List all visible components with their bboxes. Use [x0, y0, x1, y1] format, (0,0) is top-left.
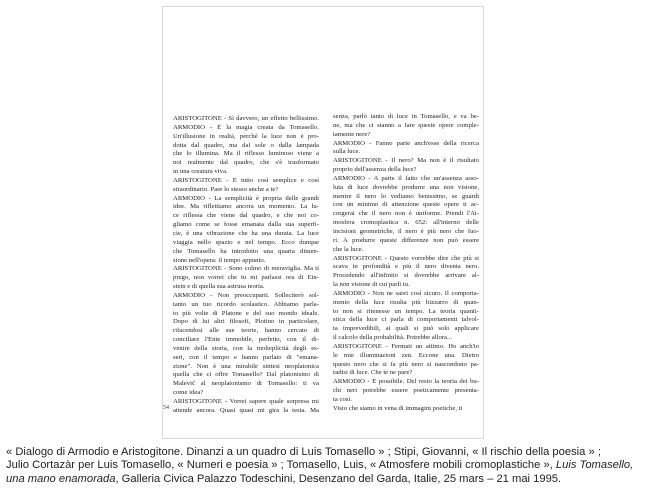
text-line: corgerai che il nero non è uniforme. Prendi l'At- [333, 210, 479, 218]
text-line: straordinario. Pare lo stesso anche a te? [173, 185, 279, 193]
text-line: tamente nere? [333, 130, 371, 138]
text-line: venire della storia, con la molteplicità degli es- [173, 344, 319, 352]
text-line: radisi di luce. Che te ne pare? [333, 369, 413, 377]
text-line: ta imprevedibili, ai quali si può solo applicare [333, 325, 479, 333]
text-line: ARISTOGITONE - Questo vorrebbe dire che più si [333, 254, 479, 262]
text-line: proprio dell'assenza della luce? [333, 166, 417, 174]
text-line: in una creatura viva. [173, 168, 228, 176]
text-line: ARMODIO - Non preoccuparti. Solleciterò sol- [173, 291, 319, 299]
text-line: ARMODIO - La semplicità è propria delle grandi [173, 194, 319, 202]
caption-line-3 [6, 473, 646, 486]
text-line: la non visione di cui parli tu. [333, 281, 410, 289]
text-line: idee. Ma riflettiamo ancora un momento. La lu- [173, 203, 319, 211]
text-line: Visto che siamo in vena di immagini poetiche, ti [333, 404, 463, 412]
left-text-column [173, 115, 319, 416]
caption-line-1: « Dialogo di Armodio e Aristogitone. Dinanzi a un quadro di Luis Tomasello » ; Stipi, Giovanni, « Il rischio della poesia » ; [6, 446, 601, 458]
text-line: le mie illuminazioni zen. Eccone una. Dietro [333, 351, 479, 359]
image-caption [6, 446, 646, 486]
text-line: che la luce. [333, 245, 364, 253]
text-line: viaggia nello spazio e nel tempo. Ecco dunque [173, 238, 319, 246]
text-line: mosfera cromoplastica n. 652: all'interno delle [333, 219, 479, 227]
text-line: come idea? [173, 389, 204, 397]
text-line: ARMODIO - Fanno parte anch'esse della ricerca [333, 139, 479, 147]
text-line: ARMODIO - A parte il fatto che un'assenza asso- [333, 174, 479, 182]
text-line: ce riflessa che viene dal quadro, e che noi co- [173, 212, 319, 220]
text-line: senza, parlò tanto di luce in Tomasello, e va be- [333, 113, 479, 120]
text-line: prego, non vorrei che tu mi parlassi ora di Ein- [173, 274, 319, 282]
text-line: stein e di quella sua astrusa teoria. [173, 283, 265, 291]
text-line: il calcolo della probabilità. Potrebbe allora... [333, 334, 453, 342]
caption-line-2-text: Julio Cortazàr per Luis Tomasello, « Numeri e poesia » ; Tomasello, Luis, « Atmosfere mobili cromoplastiche », [6, 459, 556, 472]
text-line: noi realmente dal quadro, che s'è trasformato [173, 159, 319, 167]
text-line: ARISTOGITONE - È tutto così semplice e così [173, 176, 319, 184]
text-line: Malevič al neoplatonismo di Tomasello: ti va [173, 380, 319, 388]
caption-line-3-text: , Galleria Civica Palazzo Todeschini, Desenzano del Garda, Italie, 25 mars – 21 mai 1995. [115, 472, 562, 485]
text-line: gliamo come se fosse emanata dalla sua superfi- [173, 221, 319, 229]
text-line: attende ancora. Quasi quasi mi gira la testa. Ma [173, 406, 319, 414]
text-line: rifacendosi alle sue teorie, hanno cercato di [173, 327, 319, 335]
text-line: ARISTOGITONE - Sono colmo di meraviglia. Ma ti [173, 265, 319, 273]
text-line: mento della luce risulta più bizzarro di quan- [333, 298, 479, 306]
text-line: ARISTOGITONE - Vorrei sapere quale sorpresa mi [173, 398, 319, 405]
text-line: cie, è una vibrazione che ha una durata. La luce [173, 229, 319, 237]
text-line: Procedendo all'infinito si dovrebbe arrivare al- [333, 272, 479, 280]
text-line: to non si ritenesse un tempo. La teoria quanti- [333, 307, 479, 315]
text-line: che lo illumina. Ma il riflesso luminoso viene a [173, 150, 319, 158]
text-line: sione nell'opera: il tempo appunto. [173, 256, 266, 264]
right-text-column [333, 113, 479, 414]
text-line: ARMODIO - È la magia creata da Tomasello. [173, 123, 319, 131]
caption-line-3-italic: una mano enamorada [6, 472, 116, 485]
text-line: questo nero che si fa più nero si nascondono pa- [333, 360, 479, 368]
text-line: scava in profondità e più il nero diventa nero. [333, 263, 479, 271]
text-line: ri. A produrre queste differenze non può essere [333, 236, 479, 244]
page-number: 54 [163, 405, 169, 411]
text-line: seri, con il tempo e hanno parlato di "emana- [173, 353, 319, 361]
text-line: stica della luce ci parla di comportamenti talvol- [333, 316, 479, 324]
caption-line-2-italic: Luis Tomasello, [555, 459, 634, 472]
text-line: zione". Non è una mirabile sintesi neoplatonica [173, 362, 319, 370]
text-line: chi neri potrebbe essere poeticamente presenta- [333, 387, 479, 395]
text-line: ARISTOGITONE - Fermati un attimo. Ho anch'io [333, 342, 479, 350]
text-line: Un'illusione in realtà, perché la luce non è pro- [173, 132, 319, 140]
text-line: sulla luce. [333, 148, 361, 156]
text-line: con un minimo di attenzione queste opere ti ac- [333, 201, 479, 209]
text-line: to più volte di Platone e del suo mondo ideale. [173, 309, 319, 317]
book-page [162, 6, 484, 439]
text-line: dotta dal quadro, ma dal sole o dalla lampada [173, 141, 319, 149]
text-line: ARISTOGITONE - Il nero? Ma non è il risultato [333, 157, 479, 165]
text-line: incisioni geometriche, il nero è più nero che fuo- [333, 227, 479, 235]
text-line: ne, ma che ci stanno a fare queste opere comple- [333, 121, 479, 129]
text-line: che Tomasello ha introdotto una quarta dimen- [173, 247, 319, 255]
text-line: ARMODIO - Non ne sarei così sicuro. Il comporta- [333, 289, 479, 297]
text-line: conciliare l'Ente immobile, perfetto, con il di- [173, 336, 319, 344]
text-line: mentre il nero lo vediamo benissimo, se guardi [333, 192, 479, 200]
text-line: tanto un tuo ricordo scolastico. Abbiamo parla- [173, 300, 319, 308]
text-line: luta di luce dovrebbe produrre una non visione, [333, 183, 479, 191]
text-line: ARISTOGITONE - Sì davvero, un effetto bellissimo. [173, 115, 319, 122]
caption-line-2 [6, 459, 646, 472]
text-line: ARMODIO - È possibile. Del resto la teoria dei bu- [333, 378, 479, 386]
text-line: quella che ci offre Tomasello? Dal platonismo di [173, 371, 319, 379]
text-line: Dopo di lui altri filosofi, Plotino in particolare, [173, 318, 319, 326]
text-line: ta così. [333, 396, 352, 403]
